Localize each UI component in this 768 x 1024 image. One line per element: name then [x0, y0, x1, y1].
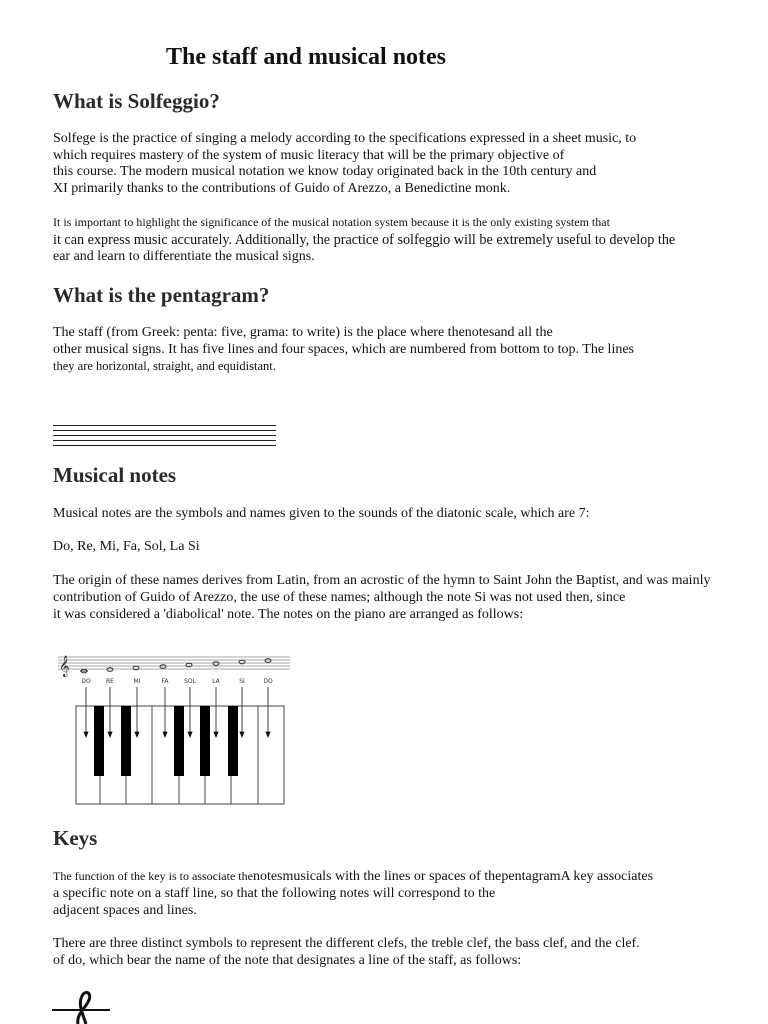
- solfeggio-paragraph-1-line-3: this course. The modern musical notation we know today originated back in the 10th century and: [53, 164, 597, 179]
- solfeggio-paragraph-1-line-2: which requires mastery of the system of music literacy that will be the primary objective of: [53, 148, 565, 163]
- section-heading-pentagram: What is the pentagram?: [53, 283, 270, 307]
- staff-line: [53, 430, 276, 431]
- staff-line: [53, 425, 276, 426]
- solfeggio-paragraph-1-line-1: Solfege is the practice of singing a melody according to the specifications expressed in a sheet music, to: [53, 131, 637, 146]
- section-heading-solfeggio: What is Solfeggio?: [53, 89, 220, 113]
- piano-label-re: RE: [106, 678, 114, 685]
- solfeggio-paragraph-2-line-2: it can express music accurately. Additionally, the practice of solfeggio will be extremely useful to develop the: [53, 232, 676, 248]
- notes-paragraph-1: Musical notes are the symbols and names given to the sounds of the diatonic scale, which are 7:: [53, 506, 590, 521]
- keys-paragraph-1-line-1-small: The function of the key is to associate the: [53, 869, 253, 883]
- piano-staff: [58, 657, 290, 669]
- section-heading-musical-notes: Musical notes: [53, 463, 177, 487]
- piano-label-la: LA: [212, 678, 220, 685]
- black-key: [94, 706, 104, 776]
- section-heading-keys: Keys: [53, 826, 98, 850]
- keys-paragraph-2-line-2: of do, which bear the name of the note that designates a line of the staff, as follows:: [53, 953, 522, 968]
- keys-paragraph-1-line-1: [53, 869, 653, 885]
- notes-list: Do, Re, Mi, Fa, Sol, La Si: [53, 539, 200, 554]
- pentagram-paragraph-line-2: other musical signs. It has five lines and four spaces, which are numbered from bottom to top. The lines: [53, 342, 634, 357]
- treble-clef-figure: [52, 990, 112, 1024]
- notes-paragraph-3-line-1: The origin of these names derives from Latin, from an acrostic of the hymn to Saint John the Baptist, and was mainly: [53, 573, 711, 588]
- treble-clef-icon: [78, 993, 90, 1024]
- piano-label-mi: MI: [133, 678, 141, 685]
- black-key: [200, 706, 210, 776]
- piano-label-si: SI: [239, 678, 245, 685]
- keys-paragraph-1-line-2: a specific note on a staff line, so that the following notes will correspond to the: [53, 886, 496, 901]
- piano-label-sol: SOL: [184, 678, 196, 685]
- staff-line: [53, 435, 276, 436]
- piano-keyboard-illustration: [56, 650, 292, 810]
- solfeggio-paragraph-2-line-1: It is important to highlight the significance of the musical notation system because it is the only existing system that: [53, 215, 610, 229]
- pentagram-paragraph-line-3: they are horizontal, straight, and equidistant.: [53, 359, 276, 373]
- black-key: [174, 706, 184, 776]
- pentagram-paragraph-line-1: The staff (from Greek: penta: five, grama: to write) is the place where thenotesand all the: [53, 325, 553, 340]
- white-key: [258, 706, 284, 804]
- solfeggio-paragraph-1-line-4: XI primarily thanks to the contributions of Guido of Arezzo, a Benedictine monk.: [53, 181, 511, 196]
- keys-paragraph-1-line-3: adjacent spaces and lines.: [53, 903, 197, 918]
- staff-line: [53, 445, 276, 446]
- piano-label-do-high: DO: [263, 678, 273, 685]
- solfeggio-paragraph-2-line-3: ear and learn to differentiate the musical signs.: [53, 249, 315, 264]
- piano-label-do: DO: [81, 678, 91, 685]
- keys-paragraph-2-line-1: There are three distinct symbols to represent the different clefs, the treble clef, the bass clef, and the clef.: [53, 936, 640, 951]
- notes-paragraph-3-line-3: it was considered a 'diabolical' note. The notes on the piano are arranged as follows:: [53, 607, 524, 622]
- treble-clef-icon: 𝄞: [59, 656, 70, 677]
- notes-paragraph-3-line-2: contribution of Guido of Arezzo, the use of these names; although the note Si was not used then, since: [53, 590, 626, 605]
- staff-illustration: [53, 425, 276, 447]
- keys-paragraph-1-line-1-rest: notesmusicals with the lines or spaces of thepentagramA key associates: [252, 869, 654, 884]
- staff-line: [53, 440, 276, 441]
- piano-label-fa: FA: [161, 678, 169, 685]
- black-key: [121, 706, 131, 776]
- black-key: [228, 706, 238, 776]
- page-title: The staff and musical notes: [166, 44, 447, 70]
